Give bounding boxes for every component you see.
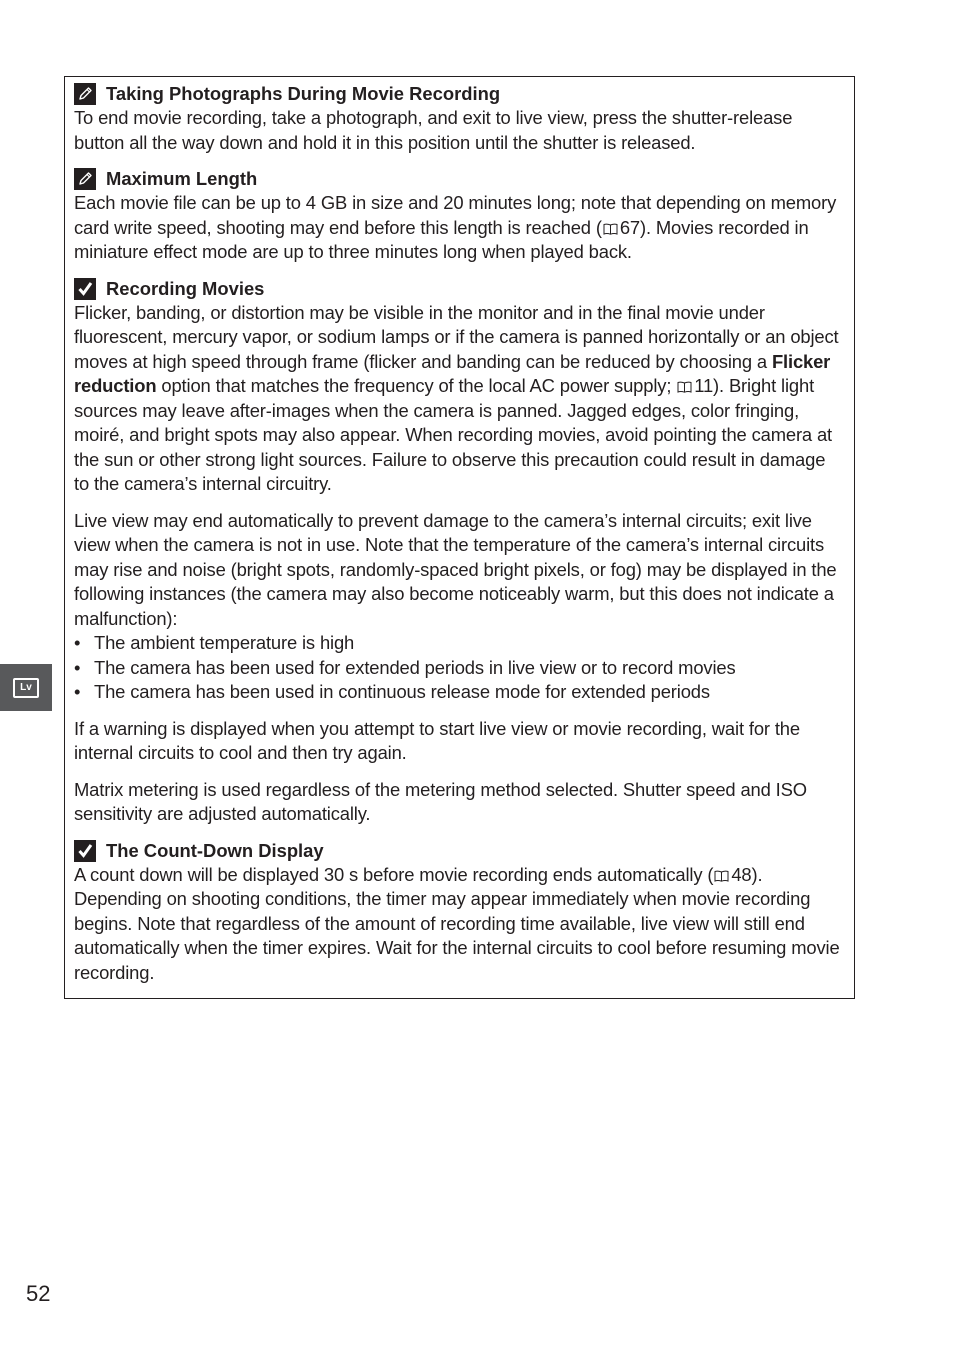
pencil-icon [74,83,96,105]
section-tab[interactable] [0,664,52,711]
list-item: • The ambient temperature is high [74,631,844,656]
note-paragraph: If a warning is displayed when you attempt to start live view or movie recording, wait for the internal circuits to cool and then try again. [74,717,800,763]
bullet-list [74,631,844,705]
book-icon [677,381,692,393]
checkmark-icon [74,278,96,300]
note-recording-movies [74,277,844,827]
notes-box [64,76,855,999]
book-icon [603,223,618,235]
pencil-icon [74,168,96,190]
page-number: 52 [26,1281,51,1306]
note-title: Taking Photographs During Movie Recording [106,83,501,104]
note-body: A count down will be displayed 30 s before movie recording ends automatically ( 48). Depending on shooting conditions, the timer may appear immediately when movie recording begins. Note that regardless of the amount of recording time available, live view will still end automatically when the timer expires. Wait for the internal circuits to cool before resuming movie recording. [74,863,840,983]
checkmark-icon [74,840,96,862]
note-body: Each movie file can be up to 4 GB in size and 20 minutes long; note that depending on memory card write speed, shooting may end before this length is reached ( 67). Movies recorded in miniature effect mode are up to three minutes long when played back. [74,192,837,262]
note-body: To end movie recording, take a photograph, and exit to live view, press the shutter-release button all the way down and hold it in this position until the shutter is released. [74,107,793,153]
live-view-icon: Lv [13,678,39,698]
note-title: The Count-Down Display [106,839,324,861]
page-reference[interactable]: 11 [694,375,714,396]
note-taking-photographs [74,82,844,155]
page-reference[interactable]: 67 [619,216,640,238]
book-icon [714,870,729,882]
list-item: • The camera has been used in continuous release mode for extended periods [74,680,844,705]
list-item: • The camera has been used for extended periods in live view or to record movies [74,656,844,681]
menu-option-flicker-reduction: Flicker reduction [74,350,831,396]
note-count-down-display [74,839,844,986]
note-title: Recording Movies [106,277,265,299]
note-maximum-length [74,167,844,265]
note-body: Flicker, banding, or distortion may be visible in the monitor and in the final movie under fluorescent, mercury vapor, or sodium lamps or if the camera is panned horizontally or an object moves at high speed through frame (flicker and banding can be reduced by choosing a Flicker reduction option that matches the frequency of the local AC power supply; 11). Bright light sources may leave after-images when the camera is panned. Jagged edges, color fringing, moiré, and bright spots may also appear. When recording movies, avoid pointing the camera at the sun or other strong light sources. Failure to observe this precaution could result in damage to the camera’s internal circuitry. [74,301,839,494]
note-title: Maximum Length [106,168,258,189]
note-paragraph: Live view may end automatically to prevent damage to the camera’s internal circuits; exit live view when the camera is not in use. Note that the temperature of the camera’s internal circuits may rise and noise (bright spots, randomly-spaced bright pixels, or fog) may be displayed in the following instances (the camera may also become noticeably warm, but this does not indicate a malfunction): [74,509,837,629]
page-reference[interactable]: 48 [731,863,752,885]
note-paragraph: Matrix metering is used regardless of the metering method selected. Shutter speed and ISO sensitivity are adjusted automatically. [74,778,807,824]
